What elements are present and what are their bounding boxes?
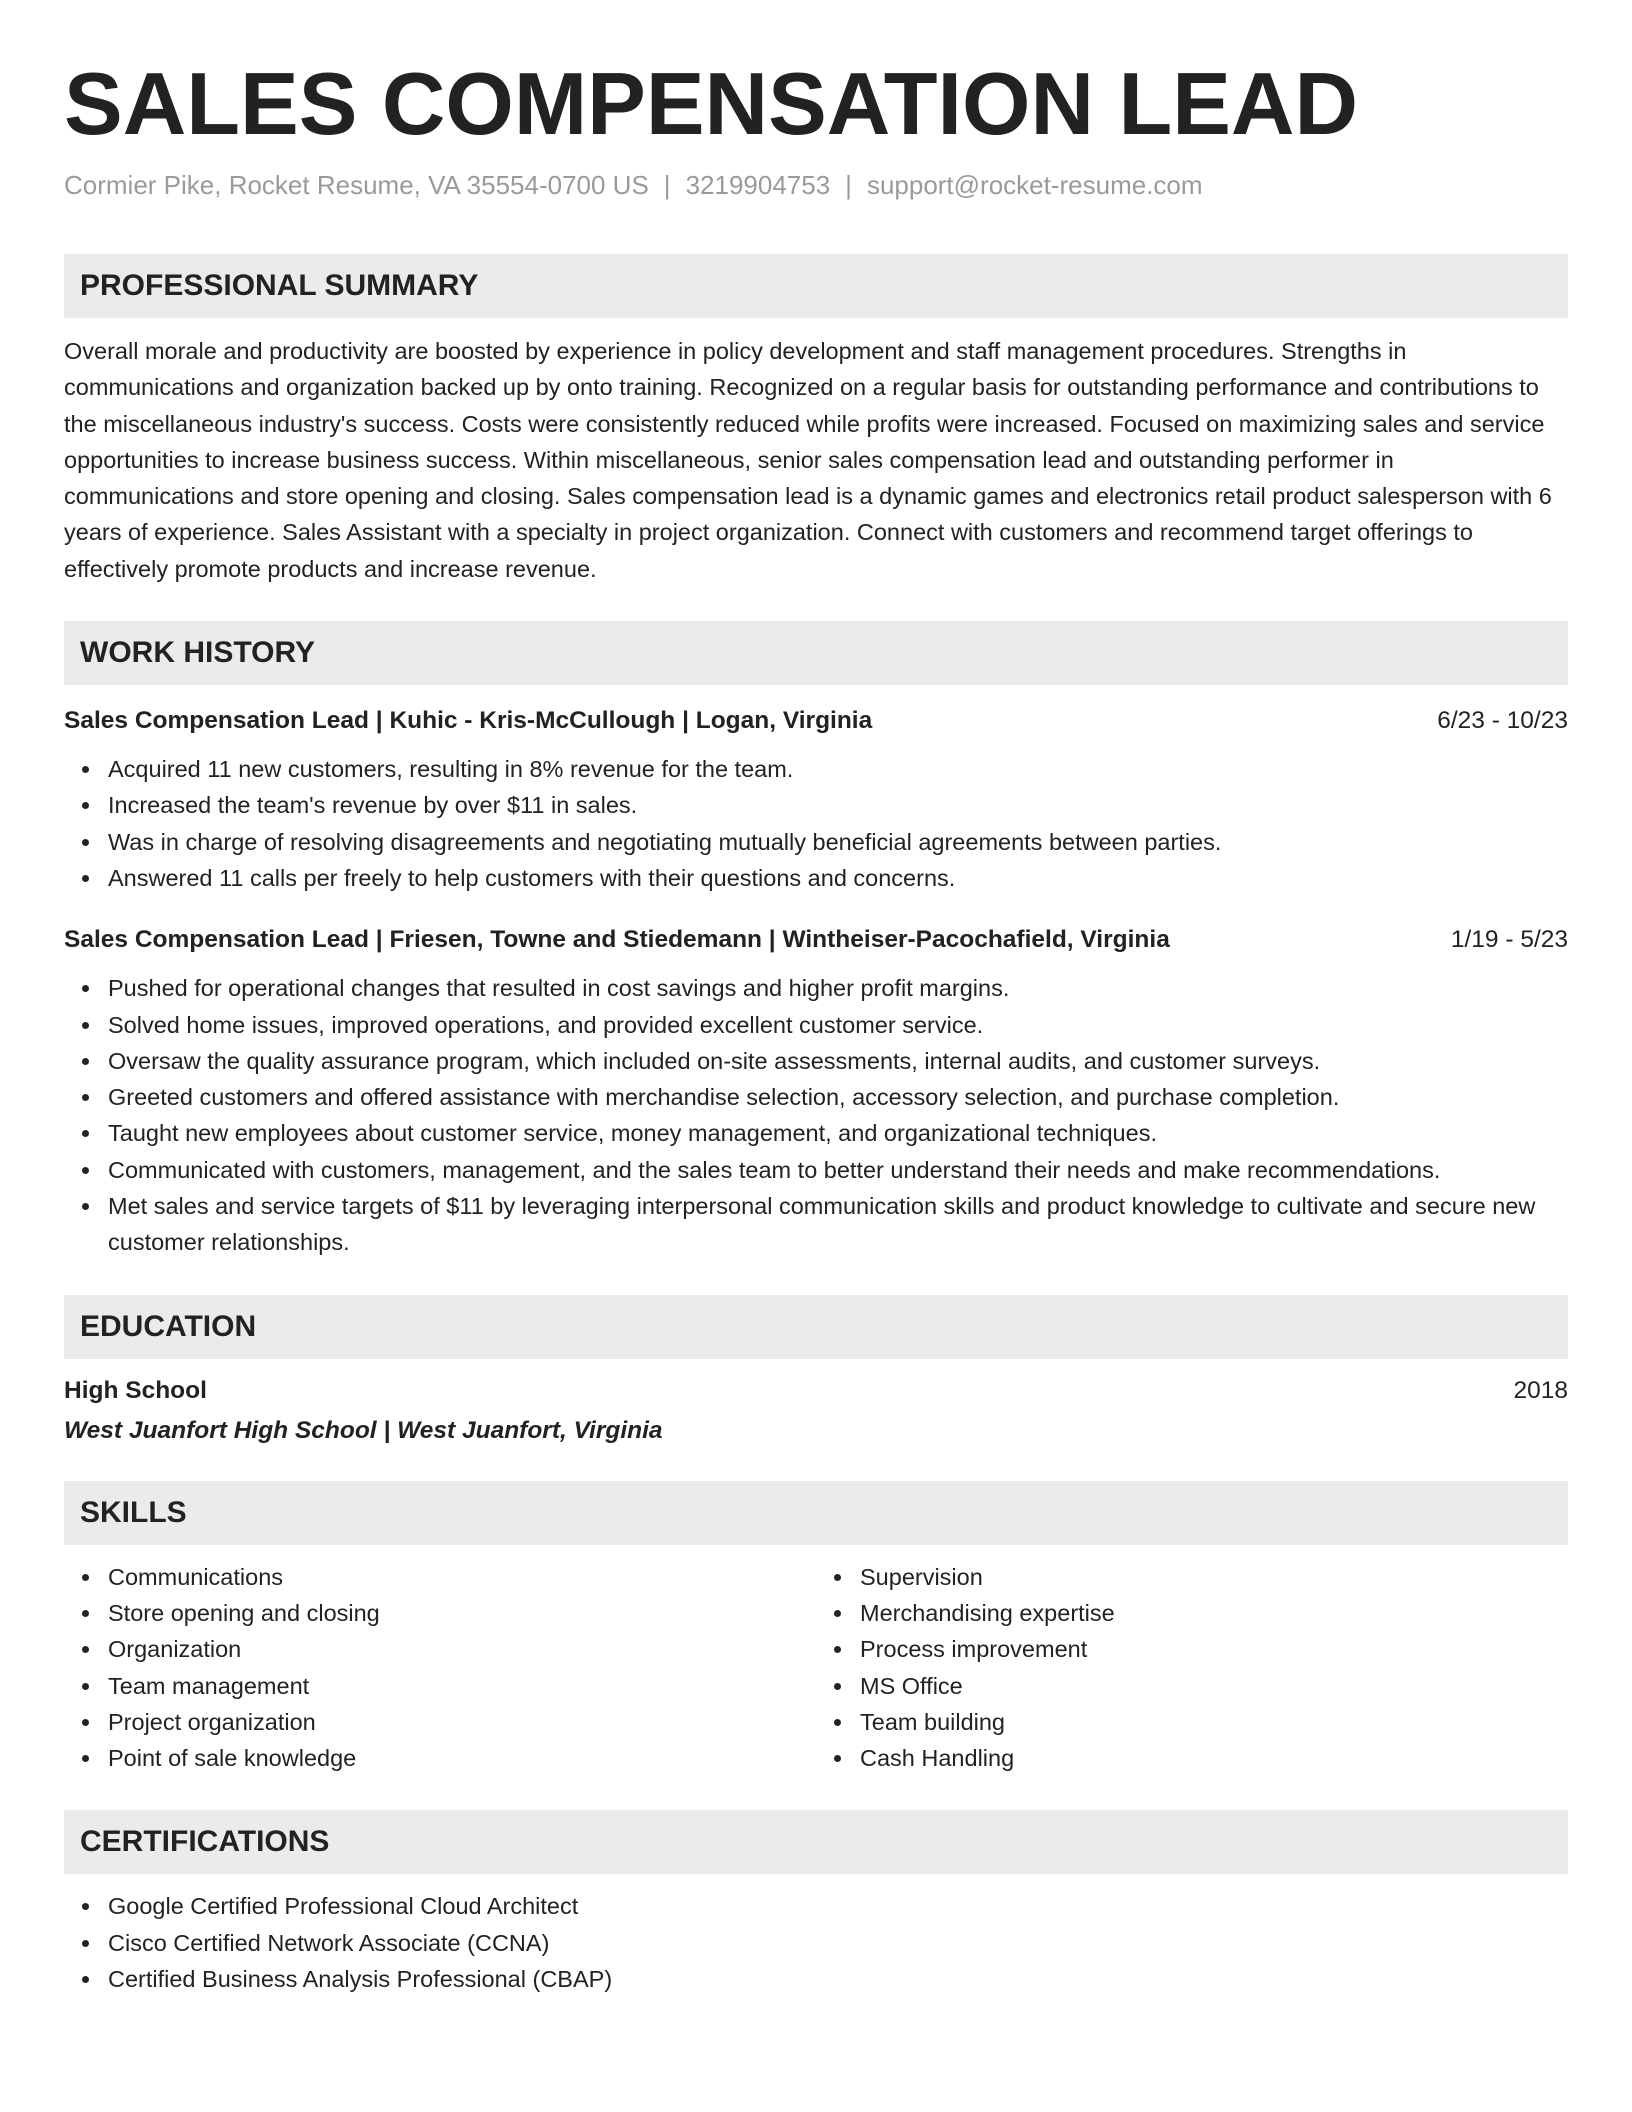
section-header-work-history: WORK HISTORY bbox=[64, 621, 1568, 685]
job-dates: 6/23 - 10/23 bbox=[1437, 707, 1568, 735]
skill-item: Team management bbox=[108, 1668, 816, 1704]
skill-item: Communications bbox=[108, 1559, 816, 1595]
skill-item: Project organization bbox=[108, 1704, 816, 1740]
certification-item: Google Certified Professional Cloud Architect bbox=[108, 1888, 1568, 1924]
section-header-certifications: CERTIFICATIONS bbox=[64, 1810, 1568, 1874]
contact-phone: 3219904753 bbox=[685, 170, 831, 200]
certifications-list bbox=[64, 1888, 1568, 1997]
job-bullet: Pushed for operational changes that resulted in cost savings and higher profit margins. bbox=[108, 970, 1568, 1006]
skills-grid bbox=[64, 1559, 1568, 1777]
skill-item: Process improvement bbox=[860, 1631, 1568, 1667]
job-heading-row bbox=[64, 924, 1568, 956]
contact-separator: | bbox=[845, 170, 852, 200]
skills-column-left bbox=[64, 1559, 816, 1777]
job-bullet: Acquired 11 new customers, resulting in 8% revenue for the team. bbox=[108, 751, 1568, 787]
contact-email: support@rocket-resume.com bbox=[866, 170, 1203, 200]
skill-item: MS Office bbox=[860, 1668, 1568, 1704]
skill-item: Team building bbox=[860, 1704, 1568, 1740]
skill-item: Point of sale knowledge bbox=[108, 1740, 816, 1776]
section-header-skills: SKILLS bbox=[64, 1481, 1568, 1545]
skill-item: Organization bbox=[108, 1631, 816, 1667]
education-school: West Juanfort High School | West Juanfort, Virginia bbox=[64, 1416, 663, 1444]
summary-text: Overall morale and productivity are boosted by experience in policy development and staff management procedures. Strengths in communications and organization backed up by onto training. Recognized on a regular basis for outstanding performance and contributions to the miscellaneous industry's success. Costs were consistently reduced while profits were increased. Focused on maximizing sales and service opportunities to increase business success. Within miscellaneous, senior sales compensation lead and outstanding performer in communications and store opening and closing. Sales compensation lead is a dynamic games and electronics retail product salesperson with 6 years of experience. Sales Assistant with a specialty in project organization. Connect with customers and recommend target offerings to effectively promote products and increase revenue. bbox=[64, 338, 1552, 582]
education-entry bbox=[64, 1375, 1568, 1447]
job-bullet: Solved home issues, improved operations, and provided excellent customer service. bbox=[108, 1007, 1568, 1043]
contact-address: Cormier Pike, Rocket Resume, VA 35554-0700 US bbox=[64, 170, 649, 200]
certification-item: Cisco Certified Network Associate (CCNA) bbox=[108, 1925, 1568, 1961]
job-dates: 1/19 - 5/23 bbox=[1450, 926, 1568, 954]
contact-line bbox=[64, 168, 1568, 202]
education-heading-row bbox=[64, 1375, 1568, 1407]
certification-item: Certified Business Analysis Professional (CBAP) bbox=[108, 1961, 1568, 1997]
resume-name: SALES COMPENSATION LEAD bbox=[64, 54, 1359, 153]
job-bullet: Met sales and service targets of $11 by leveraging interpersonal communication skills and product knowledge to cultivate and secure new customer relationships. bbox=[108, 1188, 1568, 1261]
education-year: 2018 bbox=[1513, 1376, 1568, 1404]
skill-item: Merchandising expertise bbox=[860, 1595, 1568, 1631]
job-title: Sales Compensation Lead | Kuhic - Kris-McCullough | Logan, Virginia bbox=[64, 707, 873, 735]
job-entry bbox=[64, 705, 1568, 896]
job-bullet: Increased the team's revenue by over $11 in sales. bbox=[108, 787, 1568, 823]
job-bullets bbox=[64, 970, 1568, 1260]
skills-list bbox=[64, 1559, 816, 1777]
section-header-education: EDUCATION bbox=[64, 1295, 1568, 1359]
job-bullet: Answered 11 calls per freely to help customers with their questions and concerns. bbox=[108, 860, 1568, 896]
skill-item: Store opening and closing bbox=[108, 1595, 816, 1631]
contact-separator: | bbox=[663, 170, 671, 200]
job-title: Sales Compensation Lead | Friesen, Towne and Stiedemann | Wintheiser-Pacochafield, Virginia bbox=[64, 926, 1170, 954]
job-bullet: Taught new employees about customer service, money management, and organizational techniques. bbox=[108, 1115, 1568, 1151]
job-bullet: Oversaw the quality assurance program, which included on-site assessments, internal audits, and customer surveys. bbox=[108, 1043, 1568, 1079]
skill-item: Cash Handling bbox=[860, 1740, 1568, 1776]
job-heading-row bbox=[64, 705, 1568, 737]
job-bullet: Was in charge of resolving disagreements and negotiating mutually beneficial agreements between parties. bbox=[108, 824, 1568, 860]
job-entry bbox=[64, 924, 1568, 1260]
skills-column-right bbox=[816, 1559, 1568, 1777]
skills-list bbox=[816, 1559, 1568, 1777]
education-degree: High School bbox=[64, 1376, 207, 1404]
job-bullet: Communicated with customers, management, and the sales team to better understand their needs and make recommendations. bbox=[108, 1152, 1568, 1188]
job-bullet: Greeted customers and offered assistance with merchandise selection, accessory selection, and purchase completion. bbox=[108, 1079, 1568, 1115]
skill-item: Supervision bbox=[860, 1559, 1568, 1595]
section-header-summary: PROFESSIONAL SUMMARY bbox=[64, 254, 1568, 318]
job-bullets bbox=[64, 751, 1568, 896]
